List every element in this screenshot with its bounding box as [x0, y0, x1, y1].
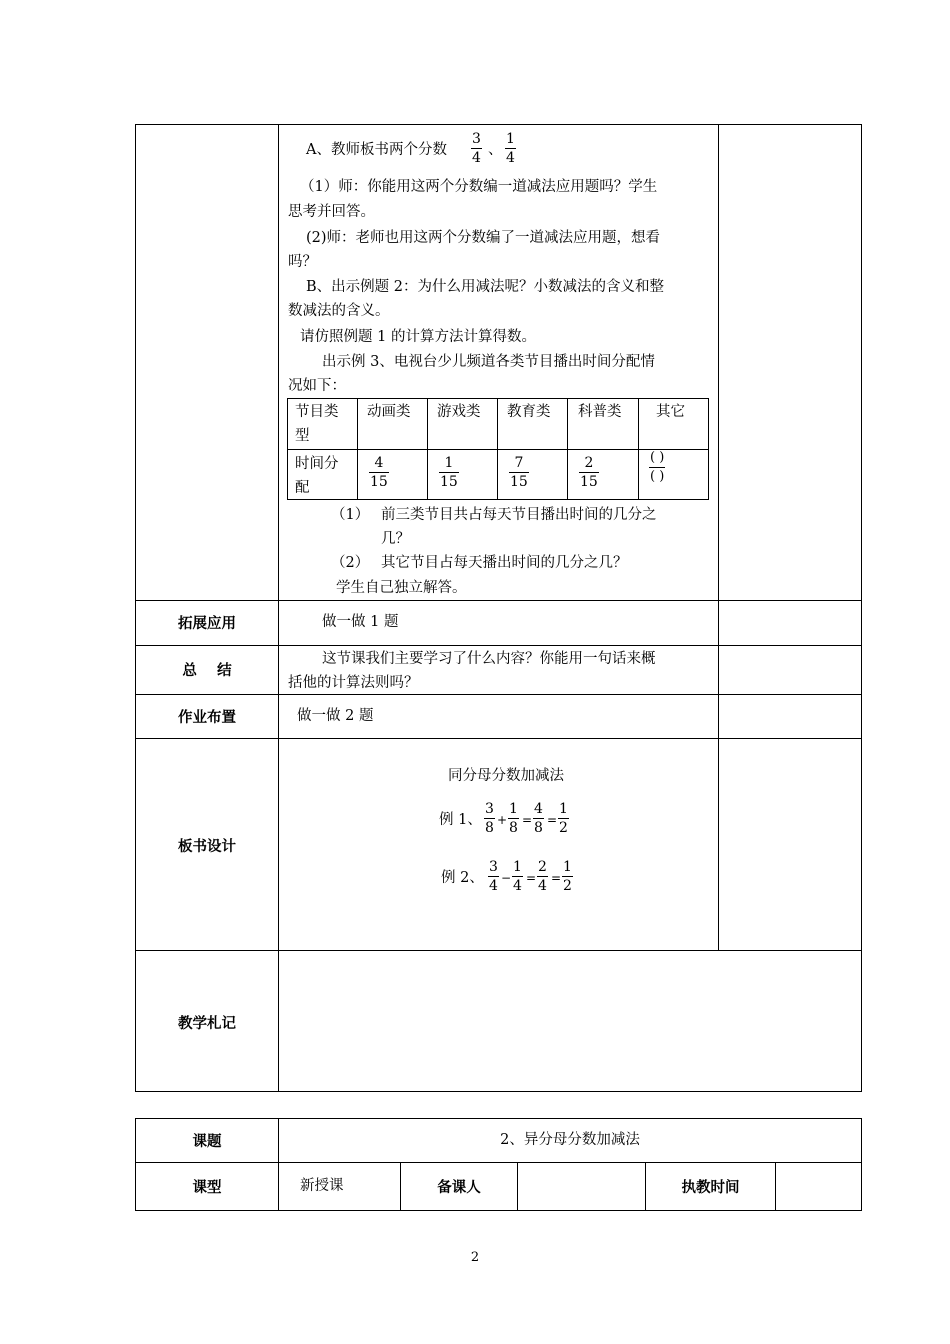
ex1-plus: +: [497, 813, 508, 827]
ex1-frac-result: 1 2: [559, 801, 568, 836]
inner-fraction-games: 1 15: [440, 455, 458, 490]
inner-row-label-1: 时间分: [295, 456, 339, 472]
ex2-eq2: =: [551, 871, 562, 885]
ex2-frac-a: 3 4: [489, 859, 498, 894]
inner-header-label-1: 节目类: [295, 404, 339, 420]
topic-label: 课题: [192, 1134, 222, 1150]
ex1-label: 例 1、: [439, 812, 482, 828]
b-line1: B、出示例题 2：为什么用减法呢？小数减法的含义和整: [306, 279, 664, 295]
ex1-frac-a: 3 8: [485, 801, 494, 836]
q2-line2: 吗？: [288, 254, 317, 270]
fraction-a1: 3 4: [472, 131, 481, 166]
ex1-frac-c: 4 8: [534, 801, 543, 836]
extend-label: 拓展应用: [178, 616, 236, 632]
ex2-label: 例 2、: [441, 870, 484, 886]
type-label: 课型: [192, 1180, 222, 1196]
inner-fraction-education: 7 15: [510, 455, 528, 490]
q1-line1: （1）师：你能用这两个分数编一道减法应用题吗？学生: [300, 179, 658, 195]
summary-label: 总 结: [182, 663, 232, 679]
sub1-line2: 几？: [381, 531, 410, 547]
board-label: 板书设计: [178, 839, 236, 855]
imitate-line: 请仿照例题 1 的计算方法计算得数。: [300, 329, 536, 345]
type-value: 新授课: [300, 1178, 344, 1194]
fraction-a2: 1 4: [506, 131, 515, 166]
line-a-prefix: A、教师板书两个分数: [306, 142, 447, 158]
page-number: 2: [470, 1250, 480, 1265]
ex3-line2: 况如下：: [288, 378, 346, 394]
separator: 、: [488, 142, 503, 158]
time-label: 执教时间: [681, 1180, 740, 1196]
preparer-label: 备课人: [437, 1180, 481, 1196]
homework-label: 作业布置: [178, 710, 236, 726]
ex2-minus: −: [501, 871, 512, 885]
ex1-eq1: =: [522, 813, 533, 827]
ex2-eq1: =: [526, 871, 537, 885]
ex3-line1: 出示例 3、电视台少儿频道各类节目播出时间分配情: [322, 354, 655, 370]
topic-value: 2、异分母分数加减法: [500, 1132, 640, 1148]
inner-header-games: 游戏类: [437, 404, 481, 420]
inner-header-education: 教育类: [507, 404, 551, 420]
board-title: 同分母分数加减法: [448, 768, 564, 784]
q1-line2: 思考并回答。: [288, 204, 375, 220]
sub2-number: （2）: [331, 555, 370, 571]
self-solve-line: 学生自己独立解答。: [336, 580, 467, 596]
ex2-frac-c: 2 4: [538, 859, 547, 894]
inner-row-label-2: 配: [295, 480, 310, 496]
sub1-line1: 前三类节目共占每天节目播出时间的几分之: [381, 507, 657, 523]
b-line2: 数减法的含义。: [288, 303, 390, 319]
sub2-line1: 其它节目占每天播出时间的几分之几？: [381, 555, 628, 571]
homework-content: 做一做 2 题: [297, 708, 374, 724]
ex2-frac-result: 1 2: [563, 859, 572, 894]
inner-header-science: 科普类: [578, 404, 622, 420]
inner-fraction-science: 2 15: [580, 455, 598, 490]
extend-content: 做一做 1 题: [322, 614, 399, 630]
ex1-eq2: =: [547, 813, 558, 827]
inner-fraction-animation: 4 15: [370, 455, 388, 490]
inner-fraction-other: ( ) ( ): [650, 450, 665, 484]
inner-header-animation: 动画类: [367, 404, 411, 420]
ex1-frac-b: 1 8: [509, 801, 518, 836]
sub1-number: （1）: [331, 507, 370, 523]
notes-label: 教学札记: [178, 1016, 236, 1032]
ex2-frac-b: 1 4: [513, 859, 522, 894]
inner-header-label-2: 型: [295, 428, 310, 444]
inner-header-other: 其它: [656, 404, 685, 420]
summary-line1: 这节课我们主要学习了什么内容？你能用一句话来概: [322, 651, 656, 667]
q2-line1: (2)师：老师也用这两个分数编了一道减法应用题，想看: [306, 230, 661, 246]
summary-line2: 括他的计算法则吗？: [288, 675, 419, 691]
